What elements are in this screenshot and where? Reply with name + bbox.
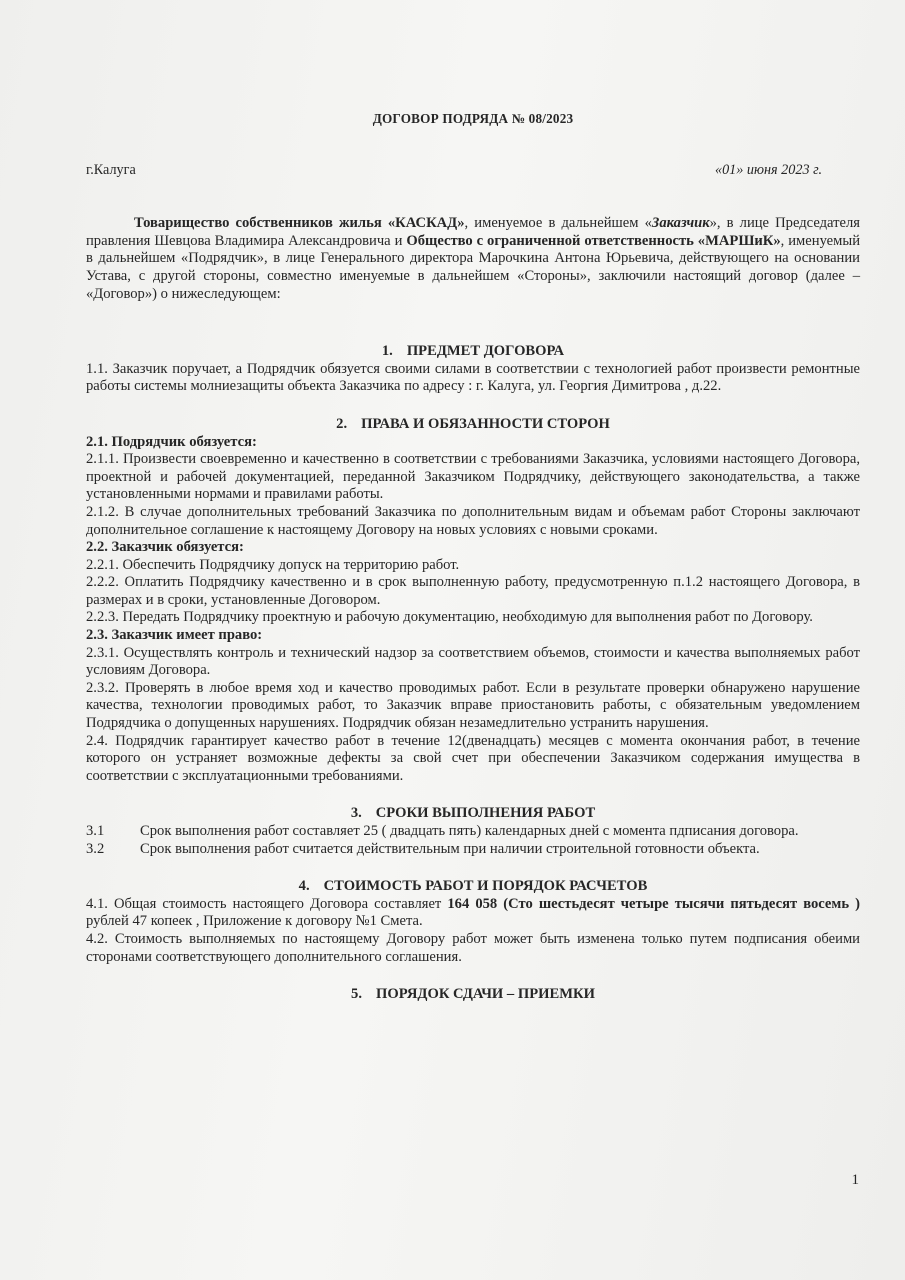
clause-3-1-number: 3.1	[86, 823, 105, 839]
section-1-number: 1.	[381, 343, 393, 360]
clause-2-2-2: 2.2.2. Оплатить Подрядчику качественно и в срок выполненную работу, предусмотренную п.1.2 настоящего Договора, в размерах и в сроки, установленные Договором.	[86, 574, 860, 608]
section-1-heading	[86, 343, 860, 361]
section-2-number: 2.	[336, 415, 348, 432]
clause-3-1-text: Срок выполнения работ составляет 25 ( двадцать пять) календарных дней с момента пдписания договора.	[140, 823, 799, 839]
section-4-title: СТОИМОСТЬ РАБОТ И ПОРЯДОК РАСЧЕТОВ	[323, 878, 648, 895]
clause-2-1-1: 2.1.1. Произвести своевременно и качественно в соответствии с требованиями Заказчика, условиями настоящего Договора, проектной и рабочей документацией, переданной Заказчиком Подрядчику, действующего законодательства, а также установленными нормами и правилами работы.	[86, 451, 860, 503]
clause-2-3-2: 2.3.2. Проверять в любое время ход и качество проводимых работ. Если в результате проверки обнаружено нарушение качества, технологии проводимых работ, то Заказчик вправе приостановить работы, с обязательным уведомлением Подрядчика о допущенных нарушениях. Подрядчик обязан незамедлительно устранить нарушения.	[86, 679, 860, 732]
contract-amount: 164 058 (Сто шестьдесят четыре тысячи пятьдесят восемь )	[447, 895, 860, 912]
clause-2-3-1: 2.3.1. Осуществлять контроль и технический надзор за соответствием объемов, стоимости и качества выполняемых работ условиям Договора.	[86, 644, 860, 679]
clause-4-1	[86, 896, 860, 931]
section-4-number: 4.	[298, 878, 310, 895]
contract-date: «01» июня 2023 г.	[714, 161, 822, 178]
section-3-number: 3.	[350, 805, 362, 822]
place-date-line	[86, 162, 860, 180]
clause-3-1	[86, 823, 860, 841]
clause-2-2-1: 2.2.1. Обеспечить Подрядчику допуск на территорию работ.	[86, 556, 460, 573]
section-5-number: 5.	[351, 986, 362, 1003]
clause-2-2-heading: 2.2. Заказчик обязуется:	[86, 539, 244, 556]
contract-title: ДОГОВОР ПОДРЯДА № 08/2023	[372, 111, 574, 126]
preamble-text-1: , именуемое в дальнейшем «	[464, 215, 652, 232]
section-5-title: ПОРЯДОК СДАЧИ – ПРИЕМКИ	[376, 986, 595, 1003]
clause-3-2-text: Срок выполнения работ считается действительным при наличии строительной готовности объекта.	[140, 840, 760, 857]
section-2-title: ПРАВА И ОБЯЗАННОСТИ СТОРОН	[361, 415, 610, 432]
clause-4-1-text-c: рублей 47 копеек , Приложение к договору №1 Смета.	[86, 913, 423, 930]
clause-4-2: 4.2. Стоимость выполняемых по настоящему Договору работ может быть изменена только путем подписания обеими сторонами соответствующего дополнительного соглашения.	[86, 930, 860, 965]
clause-3-2	[86, 841, 860, 859]
section-4-heading	[86, 878, 860, 896]
preamble-text-3: , именуемый в дальнейшем «Подрядчик», в лице Генерального директора Марочкина Антона Юрьевича, действующего на основании Устава, с другой стороны, совместно именуемые в дальнейшем «Стороны», заключили настоящий договор (далее – «Договор») о нижеследующем:	[86, 232, 860, 302]
section-2-heading	[86, 416, 860, 434]
preamble-text-2: », в лице Председателя правления Шевцова Владимира Александровича и	[86, 215, 860, 249]
clause-2-4: 2.4. Подрядчик гарантирует качество работ в течение 12(двенадцать) месяцев с момента окончания работ, в течение которого он устраняет возможные дефекты за свой счет при обеспечении Заказчиком содержания имущества в соответствии с эксплуатационными требованиями.	[86, 732, 860, 784]
contractor-name: Общество с ограниченной ответственность «МАРШиК»	[406, 232, 781, 249]
preamble	[86, 215, 860, 303]
clause-2-2-3: 2.2.3. Передать Подрядчику проектную и рабочую документацию, необходимую для выполнения работ по Договору.	[86, 609, 813, 626]
clause-3-2-number: 3.2	[86, 840, 105, 857]
section-3-heading	[86, 805, 860, 823]
page-number: 1	[851, 1172, 859, 1188]
customer-alias: Заказчик	[651, 215, 710, 232]
document-body	[86, 110, 860, 1004]
clause-4-1-text-a: 4.1. Общая стоимость настоящего Договора составляет	[86, 895, 448, 912]
clause-1-1: 1.1. Заказчик поручает, а Подрядчик обязуется своими силами в соответствии с технологией работ произвести ремонтные работы системы молниезащиты объекта Заказчика по адресу : г. Калуга, ул. Георгия Димитрова , д.22.	[86, 360, 860, 395]
customer-name: Товарищество собственников жилья «КАСКАД»	[134, 215, 465, 232]
section-1-title: ПРЕДМЕТ ДОГОВОРА	[406, 343, 565, 360]
section-5-heading	[86, 986, 860, 1004]
clause-2-1-2: 2.1.2. В случае дополнительных требований Заказчика по дополнительным видам и объемам работ Стороны заключают дополнительное соглашение к настоящему Договору на новых условиях с новыми сроками.	[86, 503, 860, 538]
clause-2-1-heading: 2.1. Подрядчик обязуется:	[86, 433, 257, 450]
city: г.Калуга	[86, 161, 136, 178]
clause-2-3-heading: 2.3. Заказчик имеет право:	[86, 627, 263, 644]
section-3-title: СРОКИ ВЫПОЛНЕНИЯ РАБОТ	[375, 805, 596, 822]
